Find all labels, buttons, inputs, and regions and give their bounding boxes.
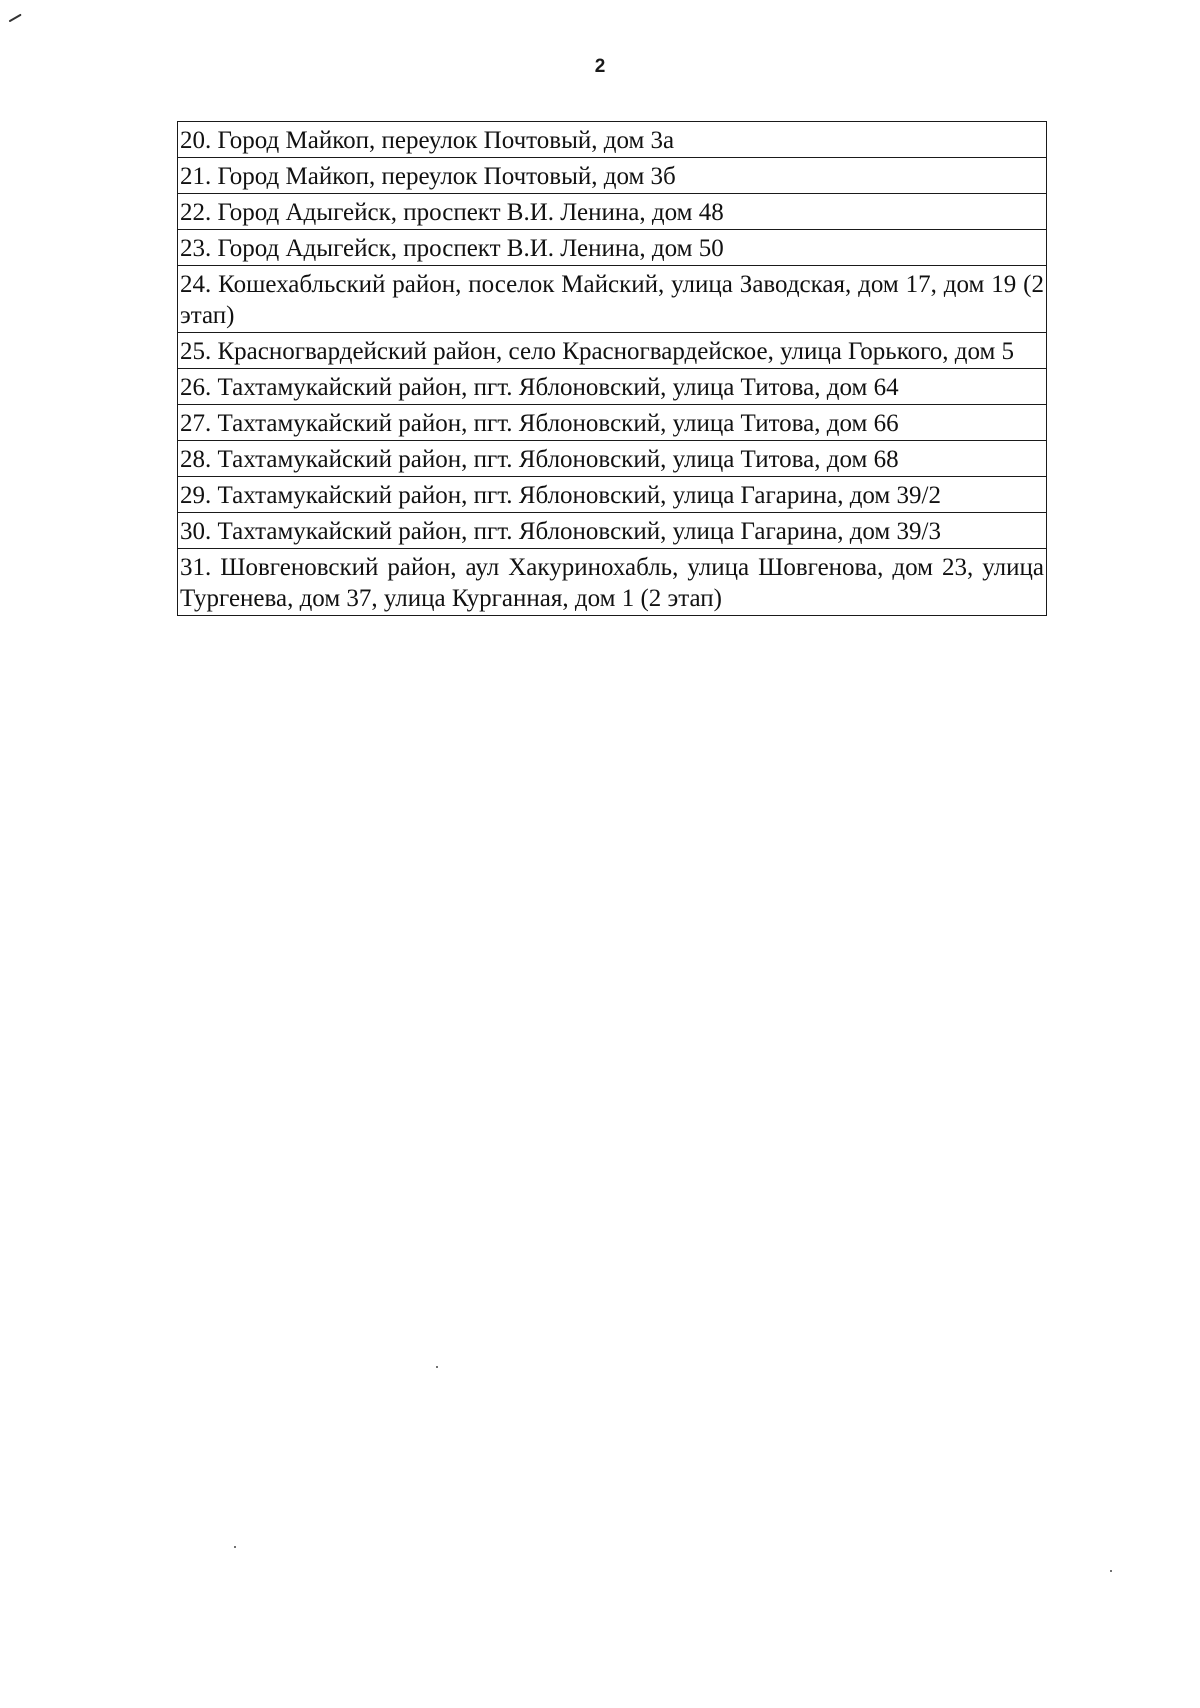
address-table xyxy=(177,121,1047,616)
address-cell: 20. Город Майкоп, переулок Почтовый, дом 3а xyxy=(178,122,1047,158)
address-cell: 31. Шовгеновский район, аул Хакуринохабль, улица Шовгенова, дом 23, улица Тургенева, дом 37, улица Курганная, дом 1 (2 этап) xyxy=(178,549,1047,616)
scan-speck xyxy=(1110,1570,1112,1572)
table-row xyxy=(178,230,1047,266)
address-cell: 27. Тахтамукайский район, пгт. Яблоновский, улица Титова, дом 66 xyxy=(178,405,1047,441)
table-row xyxy=(178,122,1047,158)
table-row xyxy=(178,477,1047,513)
address-cell: 29. Тахтамукайский район, пгт. Яблоновский, улица Гагарина, дом 39/2 xyxy=(178,477,1047,513)
table-row xyxy=(178,549,1047,616)
address-cell: 28. Тахтамукайский район, пгт. Яблоновский, улица Титова, дом 68 xyxy=(178,441,1047,477)
table-row xyxy=(178,369,1047,405)
table-row xyxy=(178,405,1047,441)
address-cell: 23. Город Адыгейск, проспект В.И. Ленина, дом 50 xyxy=(178,230,1047,266)
table-row xyxy=(178,194,1047,230)
scan-speck xyxy=(436,1366,438,1368)
table-row xyxy=(178,441,1047,477)
address-cell: 24. Кошехабльский район, поселок Майский, улица Заводская, дом 17, дом 19 (2 этап) xyxy=(178,266,1047,333)
table-row xyxy=(178,158,1047,194)
table-row xyxy=(178,333,1047,369)
table-row xyxy=(178,513,1047,549)
address-cell: 21. Город Майкоп, переулок Почтовый, дом 3б xyxy=(178,158,1047,194)
page-number: 2 xyxy=(594,56,606,77)
address-cell: 22. Город Адыгейск, проспект В.И. Ленина, дом 48 xyxy=(178,194,1047,230)
table-row xyxy=(178,266,1047,333)
address-cell: 30. Тахтамукайский район, пгт. Яблоновский, улица Гагарина, дом 39/3 xyxy=(178,513,1047,549)
scan-artifact-mark xyxy=(9,14,22,22)
address-cell: 26. Тахтамукайский район, пгт. Яблоновский, улица Титова, дом 64 xyxy=(178,369,1047,405)
address-cell: 25. Красногвардейский район, село Красногвардейское, улица Горького, дом 5 xyxy=(178,333,1047,369)
scan-speck xyxy=(234,1546,236,1548)
